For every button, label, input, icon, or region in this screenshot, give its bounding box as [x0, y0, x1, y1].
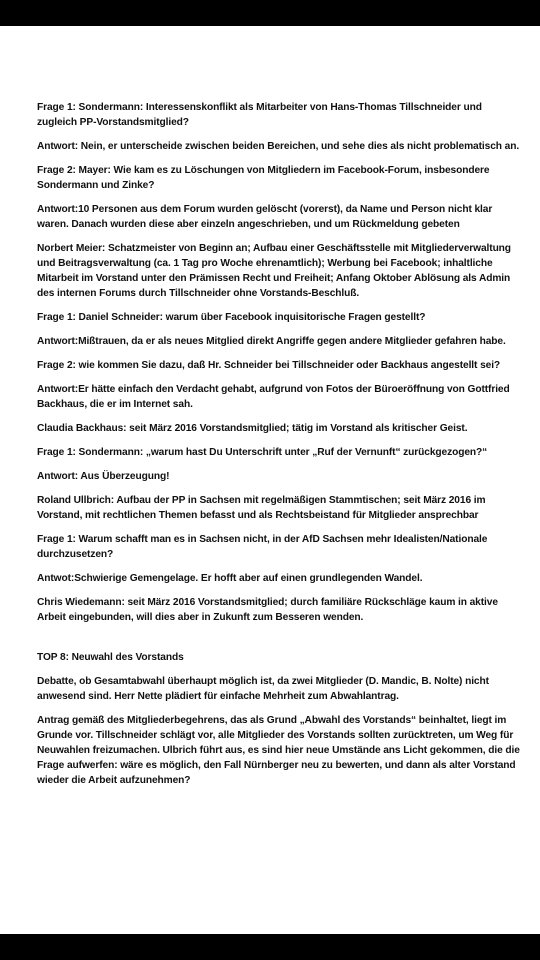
answer-no-conflict: Antwort: Nein, er unterscheide zwischen beiden Bereichen, und sehe dies als nicht problematisch an.	[37, 141, 520, 152]
answer-suspicion: Antwort:Er hätte einfach den Verdacht gehabt, aufgrund von Fotos der Büroeröffnung von Gottfried Backhaus, die er im Internet sah.	[37, 384, 510, 410]
answer-conviction: Antwort: Aus Überzeugung!	[37, 471, 170, 482]
question-schneider-employment: Frage 2: wie kommen Sie dazu, daß Hr. Schneider bei Tillschneider oder Backhaus angestellt sei?	[37, 360, 501, 371]
question-saxony-afd: Frage 1: Warum schafft man es in Sachsen nicht, in der AfD Sachsen mehr Idealisten/Nationale durchzusetzen?	[37, 534, 488, 560]
statement-norbert-meier: Norbert Meier: Schatzmeister von Beginn an; Aufbau einer Geschäftsstelle mit Mitgliederverwaltung und Beitragsverwaltung (ca. 1 Tag pro Woche ehrenamtlich); Werbung bei Facebook; inhaltliche Mitarbeit im Vorstand unter den Prämissen Recht und Freiheit; Anfang Oktober Ablösung als Admin des internen Forums durch Tillschneider ohne Vorstands-Beschluß.	[37, 243, 511, 299]
section-heading-top8: TOP 8: Neuwahl des Vorstands	[37, 652, 184, 663]
section-spacer	[37, 634, 523, 650]
question-mayer-deletions: Frage 2: Mayer: Wie kam es zu Löschungen von Mitgliedern im Facebook-Forum, insbesondere Sondermann und Zinke?	[37, 165, 490, 191]
top-black-bar	[0, 0, 540, 26]
statement-claudia-backhaus: Claudia Backhaus: seit März 2016 Vorstandsmitglied; tätig im Vorstand als kritischer Geist.	[37, 423, 468, 434]
answer-complex-situation: Antwot:Schwierige Gemengelage. Er hofft aber auf einen grundlegenden Wandel.	[37, 573, 423, 584]
answer-deletions: Antwort:10 Personen aus dem Forum wurden gelöscht (vorerst), da Name und Person nicht klar waren. Danach wurden diese aber einzeln angeschrieben, und um Rückmeldung gebeten	[37, 204, 493, 230]
statement-chris-wiedemann: Chris Wiedemann: seit März 2016 Vorstandsmitglied; durch familiäre Rückschläge kaum in aktive Arbeit eingebunden, will dies aber in Zukunft zum Besseren wenden.	[37, 597, 498, 623]
answer-mistrust: Antwort:Mißtrauen, da er als neues Mitglied direkt Angriffe gegen andere Mitglieder gefahren habe.	[37, 336, 506, 347]
paragraph-motion-members-request: Antrag gemäß des Mitgliederbegehrens, das als Grund „Abwahl des Vorstands“ beinhaltet, liegt im Grunde vor. Tillschneider schlägt vor, alle Mitglieder des Vorstands sollten zurücktreten, um Weg für Neuwahlen freizumachen. Ulbrich führt aus, es sind hier neue Umstände ans Licht gekommen, die die Frage aufwerfen: wäre es möglich, den Fall Nürnberger neu zu bewerten, und dann als alter Vorstand wieder die Arbeit aufzunehmen?	[37, 715, 520, 786]
question-schneider-facebook: Frage 1: Daniel Schneider: warum über Facebook inquisitorische Fragen gestellt?	[37, 312, 426, 323]
bottom-black-bar	[0, 934, 540, 960]
document-body	[37, 100, 523, 797]
question-signature-withdrawn: Frage 1: Sondermann: „warum hast Du Unterschrift unter „Ruf der Vernunft“ zurückgezogen?“	[37, 447, 488, 458]
question-sondermann-conflict: Frage 1: Sondermann: Interessenskonflikt als Mitarbeiter von Hans-Thomas Tillschneider und zugleich PP-Vorstandsmitglied?	[37, 102, 482, 128]
statement-roland-ullbrich: Roland Ullbrich: Aufbau der PP in Sachsen mit regelmäßigen Stammtischen; seit März 2016 im Vorstand, mit rechtlichen Themen befasst und als Rechtsbeistand für Mitglieder ansprechbar	[37, 495, 486, 521]
paragraph-debate-total-vote: Debatte, ob Gesamtabwahl überhaupt möglich ist, da zwei Mitglieder (D. Mandic, B. Nolte) nicht anwesend sind. Herr Nette plädiert für einfache Mehrheit zum Abwahlantrag.	[37, 676, 489, 702]
